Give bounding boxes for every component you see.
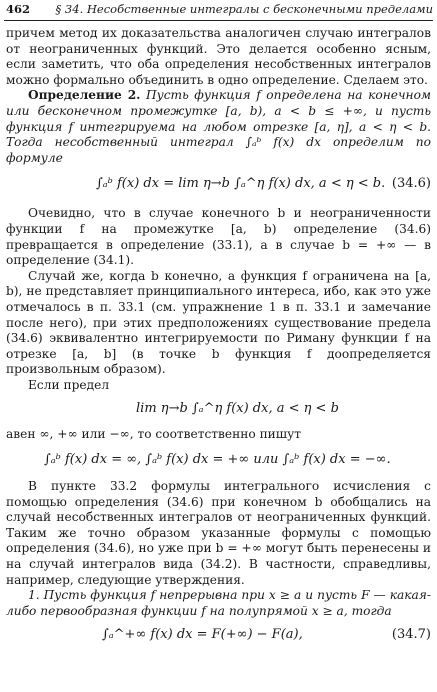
- paragraph-obvious: Очевидно, что в случае конечного b и неограниченности функции f на промежутке [a, b) определение (34.6) превращается в определение (33.1), а в случае b = +∞ — в определение (34.1).: [6, 206, 431, 268]
- formula-34-7-expr: ∫ₐ^+∞ f(x) dx = F(+∞) − F(a),: [102, 627, 303, 643]
- formula-34-6-expr: ∫ₐᵇ f(x) dx = lim η→b ∫ₐ^η f(x) dx, a < η < b.: [96, 176, 386, 192]
- definition-2: [6, 88, 431, 166]
- formula-three-cases: [6, 443, 431, 479]
- page-number: 462: [6, 2, 31, 16]
- paragraph-section-33-2: В пункте 33.2 формулы интегрального исчисления с помощью определения (34.6) при конечном b обобщались на случай несобственных интегралов от неограниченных функций. Таким же точно образом указанные формулы с помощью определения (34.6), но уже при b = +∞ могут быть перенесены и на случай интегралов вида (34.2). В частности, справедливы, например, следующие утверждения.: [6, 479, 431, 587]
- formula-34-6: [6, 166, 431, 206]
- page-body: [6, 26, 431, 653]
- formula-limit-expr: lim η→b ∫ₐ^η f(x) dx, a < η < b: [136, 401, 339, 417]
- equation-number-34-7: (34.7): [391, 627, 431, 643]
- formula-limit: [6, 393, 431, 427]
- running-header: [6, 2, 433, 18]
- paragraph-equals-infinity: авен ∞, +∞ или −∞, то соответственно пишут: [6, 427, 302, 442]
- statement-1: 1. Пусть функция f непрерывна при x ≥ a и пусть F — какая-либо первообразная функции f на полупрямой x ≥ a, тогда: [6, 588, 431, 618]
- equation-number-34-6: (34.6): [391, 176, 431, 192]
- running-title: § 34. Несобственные интегралы с бесконечными пределами: [55, 2, 433, 16]
- header-rule: [4, 20, 433, 21]
- paragraph-finite-case: Случай же, когда b конечно, а функция f ограничена на [a, b), не представляет принципиального интереса, ибо, как это уже отмечалось в п. 33.1 (см. упражнение 1 в п. 33.1 и замечание после него), при этих предположениях существование предела (34.6) эквивалентно интегрируемости по Риману функции f на отрезке [a, b] (в точке b функция f доопределяется произвольным образом).: [6, 268, 431, 377]
- formula-34-7: [6, 619, 431, 653]
- paragraph-intro: причем метод их доказательства аналогичен случаю интегралов от неограниченных функций. Это делается особенно ясным, если заметить, что оба определения несобственных интегралов можно формально объединить в одно определение. Сделаем это.: [6, 26, 431, 87]
- definition-text: Пусть функция f определена на конечном или бесконечном промежутке [a, b), a < b ≤ +∞, и пусть функция f интегрируема на любом отрезке [a, η], a < η < b. Тогда несобственный интеграл ∫ₐᵇ f(x) dx определим по формуле: [6, 88, 432, 165]
- definition-label: Определение 2.: [28, 88, 141, 103]
- paragraph-if-limit: Если предел: [28, 377, 110, 392]
- formula-three-cases-expr: ∫ₐᵇ f(x) dx = ∞, ∫ₐᵇ f(x) dx = +∞ или ∫ₐᵇ f(x) dx = −∞.: [44, 452, 391, 468]
